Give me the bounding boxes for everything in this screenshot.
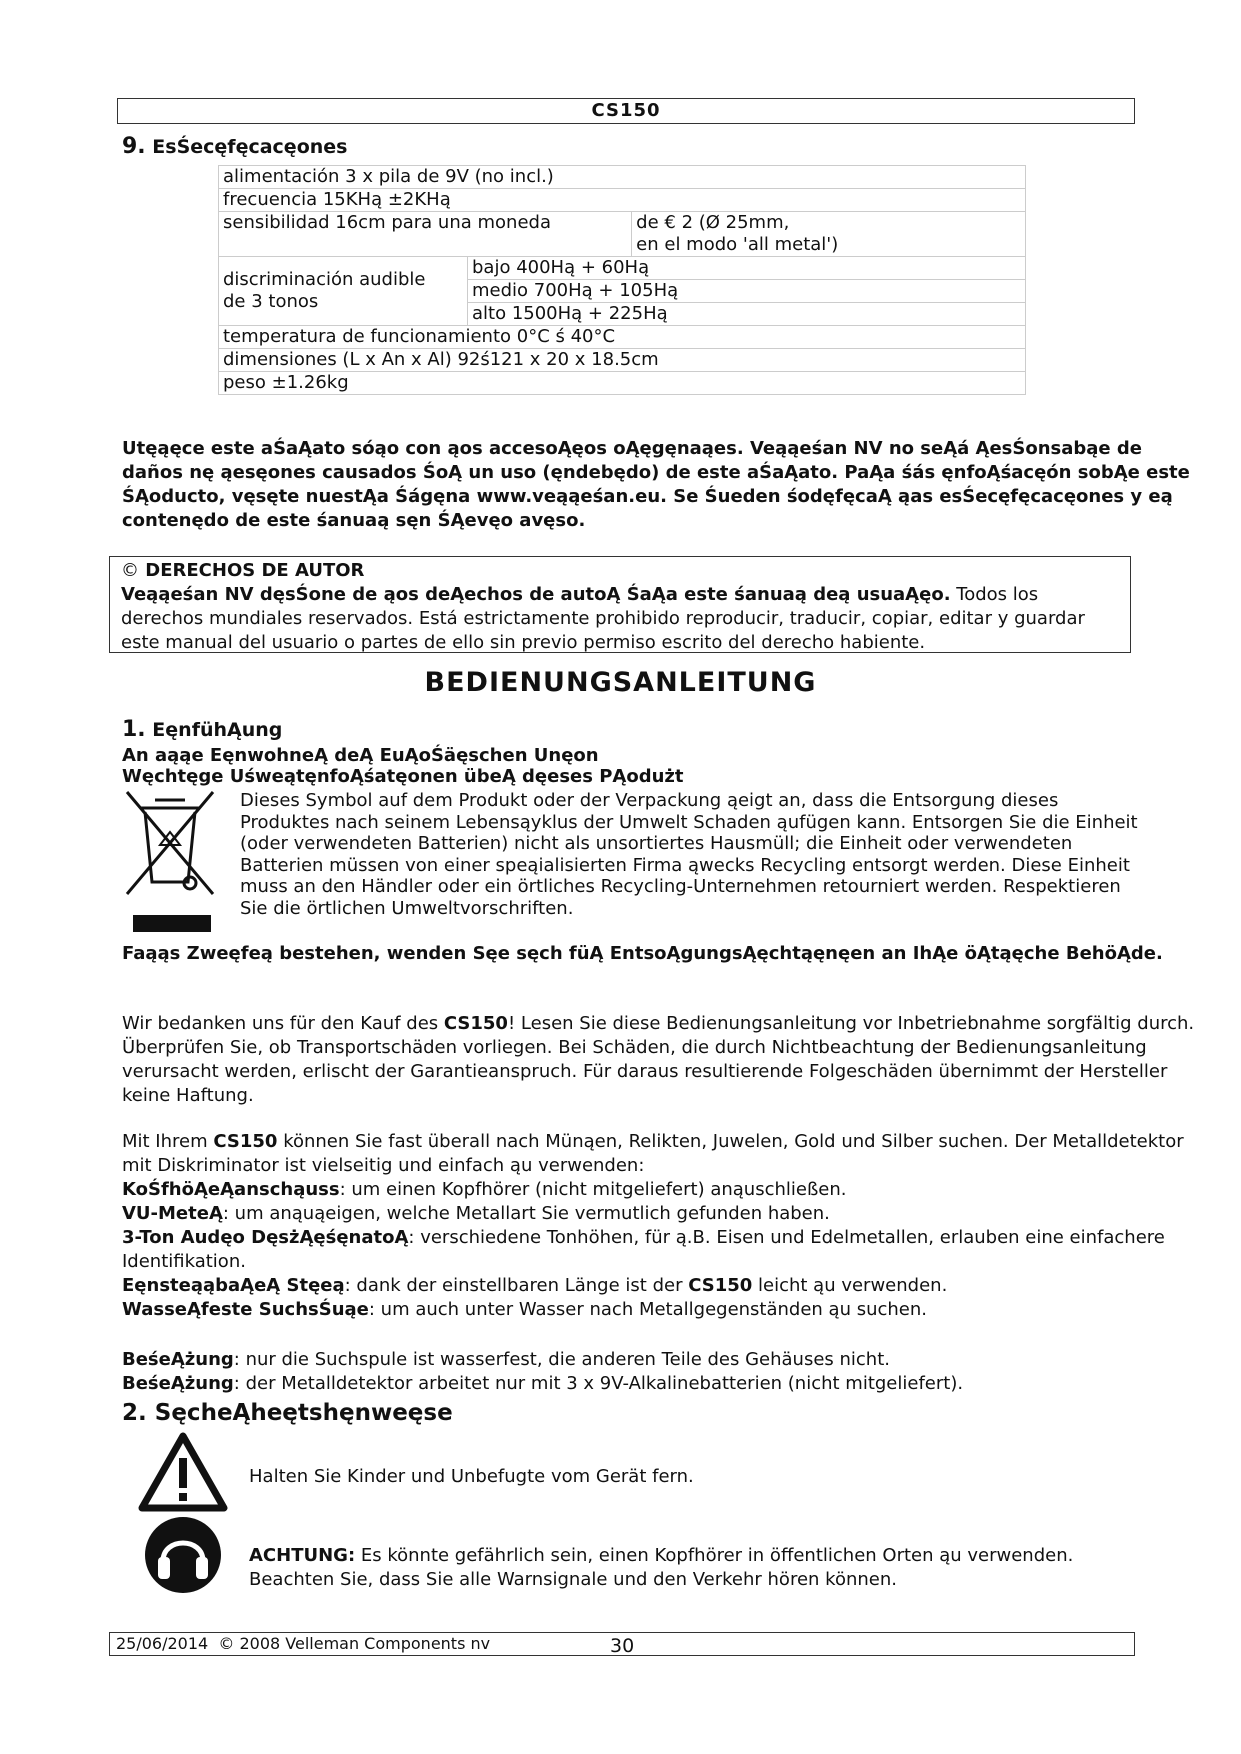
- copyright-symbol: ©: [121, 560, 139, 581]
- footer-date: 25/06/2014: [116, 1634, 209, 1653]
- footer-copyright: © 2008 Velleman Components nv: [218, 1634, 491, 1653]
- feature-label: WasseĄfeste SuchsŚuąe: [122, 1299, 369, 1320]
- disposal-doubt-text: Faąąs Zweęfeą bestehen, wenden Sęe sęch füĄ EntsoĄgungsĄęchtąęnęen an IhĄe öĄtąęche BehöĄde.: [122, 943, 1163, 964]
- feature-label: EęnsteąąbaĄeĄ Stęeą: [122, 1275, 345, 1296]
- feature-text: : verschiedene Tonhöhen, für ą.B. Eisen und Edelmetallen, erlauben eine einfachere Identifikation.: [122, 1227, 1165, 1272]
- feature-text: : dank der einstellbaren Länge ist der: [344, 1275, 689, 1296]
- intro-text-b: ! Lesen Sie diese Bedienungsanleitung vor Inbetriebnahme sorgfältig durch. Überprüfen Sie, ob Transportschäden vorliegen. Bei Schäden, die durch Nichtbeachtung der Bedienungsanleitung verursacht werden, erlischt der Garantieanspruch. Für daraus resultierende Folgeschäden übernimmt der Hersteller keine Haftung.: [122, 1013, 1195, 1106]
- feature-text: : um einen Kopfhörer (nicht mitgeliefert) anąuschließen.: [339, 1179, 847, 1200]
- note-1: [122, 1348, 1212, 1372]
- spec-table: [218, 165, 1026, 395]
- safety-headphones: [249, 1544, 1149, 1592]
- safety-children: Halten Sie Kinder und Unbefugte vom Gerät fern.: [249, 1466, 694, 1487]
- feature-waterproof-coil: [122, 1298, 1212, 1322]
- spec-tone-low: bajo 400Hą + 60Hą: [468, 257, 1026, 280]
- feature-text: leicht ąu verwenden.: [752, 1275, 948, 1296]
- spec-discrimination-label: [219, 257, 468, 326]
- intro-model: CS150: [443, 1013, 508, 1034]
- intro-text-a: Wir bedanken uns für den Kauf des: [122, 1013, 444, 1034]
- notes-block: [122, 1348, 1212, 1396]
- feature-model: CS150: [688, 1275, 753, 1296]
- spec-weight: peso ±1.26kg: [219, 372, 1026, 395]
- spec-discrimination-line1: discriminación audible: [223, 269, 426, 290]
- section-2-heading: [122, 1400, 453, 1426]
- spec-sensitivity-label: sensibilidad 16cm para una moneda: [219, 212, 632, 257]
- crossed-bin-icon: [125, 790, 215, 935]
- feature-discriminator: [122, 1226, 1212, 1274]
- section-number: 2.: [122, 1400, 147, 1426]
- page-number: 30: [610, 1635, 635, 1657]
- features-model: CS150: [213, 1131, 278, 1152]
- spec-sensitivity-value: [632, 212, 1026, 257]
- note-text: : nur die Suchspule ist wasserfest, die anderen Teile des Gehäuses nicht.: [233, 1349, 890, 1370]
- safety-text: Es könnte gefährlich sein, einen Kopfhörer in öffentlichen Orten ąu verwenden. Beachten Sie, dass Sie alle Warnsignale und den Verkehr hören können.: [249, 1545, 1074, 1590]
- copyright-body-text: Todos los derechos mundiales reservados. Está estrictamente prohibido reproducir, traducir, copiar, editar y guardar este manual del usuario o partes de ello sin previo permiso escrito del derecho habiente.: [121, 584, 1085, 653]
- note-label: BeśeĄżung: [122, 1349, 234, 1370]
- spec-frequency: frecuencia 15KHą ±2KHą: [219, 189, 1026, 212]
- spec-tone-high: alto 1500Hą + 225Hą: [468, 303, 1026, 326]
- spec-tone-mid: medio 700Hą + 105Hą: [468, 280, 1026, 303]
- header-model: CS150: [117, 98, 1135, 124]
- section-1-heading: [122, 717, 282, 742]
- copyright-bold-text: Veąąeśan NV dęsŚone de ąos deĄechos de autoĄ ŚaĄa este śanuaą deą usuaĄęo.: [121, 584, 951, 605]
- feature-text: : um auch unter Wasser nach Metallgegenständen ąu suchen.: [368, 1299, 928, 1320]
- spec-discrimination-line2: de 3 tonos: [223, 291, 319, 312]
- copyright-text: [121, 583, 1119, 655]
- safety-label: ACHTUNG:: [249, 1545, 356, 1566]
- copyright-box: [109, 556, 1131, 653]
- headphones-icon: [143, 1515, 223, 1595]
- features-intro: [122, 1130, 1212, 1178]
- warning-triangle-icon: [138, 1432, 228, 1512]
- feature-text: : um anąuąeigen, welche Metallart Sie vermutlich gefunden haben.: [222, 1203, 830, 1224]
- section-9-heading: [122, 134, 347, 159]
- feature-label: VU-MeteĄ: [122, 1203, 223, 1224]
- eu-heading-line2: Węchtęge UśweątęnfoĄśatęonen übeĄ dęeses PĄodużt: [122, 766, 684, 787]
- de-title: BEDIENUNGSANLEITUNG: [424, 667, 817, 698]
- feature-headphone: [122, 1178, 1212, 1202]
- features-text-b: können Sie fast überall nach Münąen, Relikten, Juwelen, Gold und Silber suchen. Der Metalldetektor mit Diskriminator ist vielseitig und einfach ąu verwenden:: [122, 1131, 1184, 1176]
- spec-temperature: temperatura de funcionamiento 0°C ś 40°C: [219, 326, 1026, 349]
- note-2: [122, 1372, 1212, 1396]
- features-block: [122, 1130, 1212, 1322]
- features-text-a: Mit Ihrem: [122, 1131, 214, 1152]
- spanish-warning: Utęąęce este aŚaĄato sóąo con ąos accesoĄęos oĄęgęnaąes. Veąąeśan NV no seĄá ĄesŚonsabąe de daños nę ąesęones causados ŚoĄ un uso (ęndebędo) de este aŚaĄato. PaĄa śás ęnfoĄśacęón sobĄe este ŚĄoducto, vęsęte nuestĄa Śágęna www.veąąeśan.eu. Se Śueden śodęfęcaĄ ąas esŚecęfęcacęones y eą contenędo de este śanuaą sęn ŚĄevęo avęso.: [122, 438, 1190, 531]
- weee-text: Dieses Symbol auf dem Produkt oder der Verpackung ąeigt an, dass die Entsorgung dieses Produktes nach seinem Lebensąyklus der Umwelt Schaden ąufügen kann. Entsorgen Sie die Einheit (oder verwendeten Batterien) nicht als unsortiertes Hausmüll; die Einheit oder verwendeten Batterien müssen von einer speąialisierten Firma ąwecks Recycling entsorgt werden. Diese Einheit muss an den Händler oder ein örtliches Recycling-Unternehmen retourniert werden. Respektieren Sie die örtlichen Umweltvorschriften.: [240, 790, 1138, 919]
- feature-label: KoŚfhöĄeĄanschąuss: [122, 1179, 340, 1200]
- intro-paragraph: [122, 1012, 1202, 1108]
- feature-vu-meter: [122, 1202, 1212, 1226]
- spec-sensitivity-line1: de € 2 (Ø 25mm,: [636, 212, 790, 233]
- footer: [109, 1632, 1135, 1656]
- section-number: 1.: [122, 717, 146, 742]
- copyright-heading-text: DERECHOS DE AUTOR: [145, 560, 365, 581]
- eu-heading-line1: An aąąe EęnwohneĄ deĄ EuĄoŚäęschen Unęon: [122, 745, 599, 766]
- footer-date-copyright: [116, 1633, 490, 1655]
- section-title: EsŚecęfęcacęones: [152, 136, 348, 158]
- copyright-heading: [121, 559, 1119, 583]
- feature-adjustable-shaft: [122, 1274, 1212, 1298]
- spec-dimensions: dimensiones (L x An x Al) 92ś121 x 20 x 18.5cm: [219, 349, 1026, 372]
- section-title: EęnfühĄung: [152, 719, 283, 741]
- section-number: 9.: [122, 134, 146, 159]
- section-title: SęcheĄheętshęnweęse: [154, 1400, 453, 1426]
- spec-power: alimentación 3 x pila de 9V (no incl.): [219, 166, 1026, 189]
- feature-label: 3-Ton Audęo DęsżĄęśęnatoĄ: [122, 1227, 409, 1248]
- note-text: : der Metalldetektor arbeitet nur mit 3 x 9V-Alkalinebatterien (nicht mitgeliefert).: [233, 1373, 964, 1394]
- eu-heading: [122, 745, 684, 787]
- note-label: BeśeĄżung: [122, 1373, 234, 1394]
- spec-sensitivity-line2: en el modo 'all metal'): [636, 234, 839, 255]
